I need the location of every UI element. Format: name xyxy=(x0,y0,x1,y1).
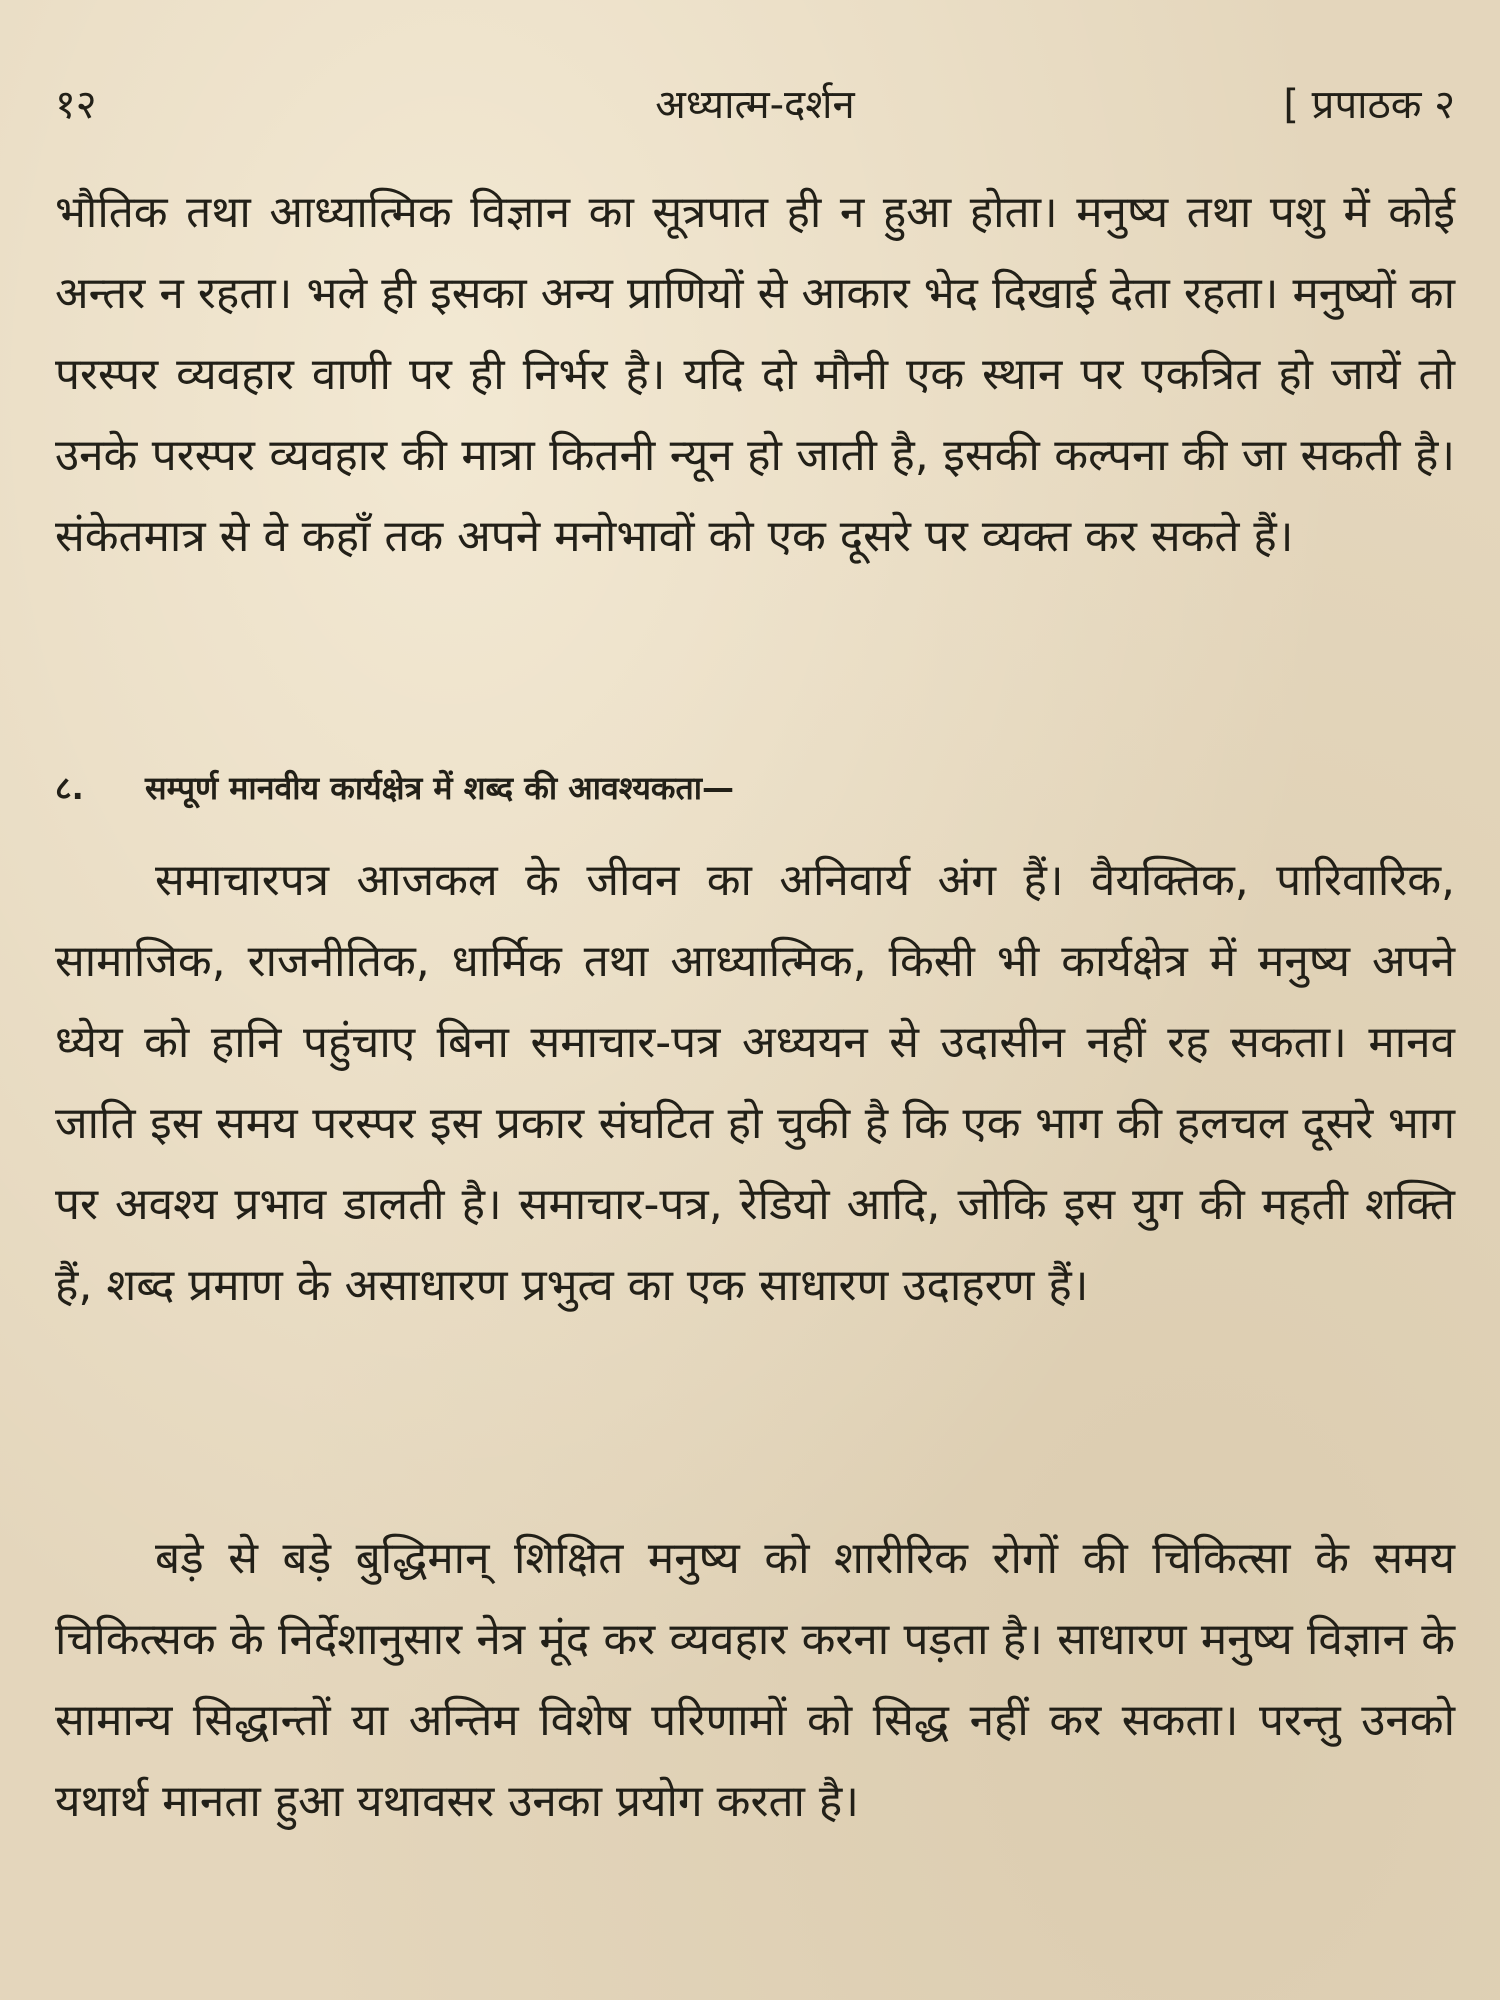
chapter-label: [ प्रपाठक २ xyxy=(1283,82,1455,128)
paragraph-newspapers: समाचारपत्र आजकल के जीवन का अनिवार्य अंग हैं। वैयक्तिक, पारिवारिक, सामाजिक, राजनीतिक, धार्मिक तथा आध्यात्मिक, किसी भी कार्यक्षेत्र में मनुष्य अपने ध्येय को हानि पहुंचाए बिना समाचार-पत्र अध्ययन से उदासीन नहीं रह सकता। मानव जाति इस समय परस्पर इस प्रकार संघटित हो चुकी है कि एक भाग की हलचल दूसरे भाग पर अवश्य प्रभाव डालती है। समाचार-पत्र, रेडियो आदि, जोकि इस युग की महती शक्ति हैं, शब्द प्रमाण के असाधारण प्रभुत्व का एक साधारण उदाहरण हैं। xyxy=(55,855,1455,1311)
paragraph-wise-men: बड़े से बड़े बुद्धिमान् शिक्षित मनुष्य को शारीरिक रोगों की चिकित्सा के समय चिकित्सक के निर्देशानुसार नेत्र मूंद कर व्यवहार करना पड़ता है। साधारण मनुष्य विज्ञान के सामान्य सिद्धान्तों या अन्तिम विशेष परिणामों को सिद्ध नहीं कर सकता। परन्तु उनको यथार्थ मानता हुआ यथावसर उनका प्रयोग करता है। xyxy=(55,1533,1455,1827)
paragraph-continuation: भौतिक तथा आध्यात्मिक विज्ञान का सूत्रपात ही न हुआ होता। मनुष्य तथा पशु में कोई अन्तर न रहता। भले ही इसका अन्य प्राणियों से आकार भेद दिखाई देता रहता। मनुष्यों का परस्पर व्यवहार वाणी पर ही निर्भर है। यदि दो मौनी एक स्थान पर एकत्रित हो जायें तो उनके परस्पर व्यवहार की मात्रा कितनी न्यून हो जाती है, इसकी कल्पना की जा सकती है। संकेतमात्र से वे कहाँ तक अपने मनोभावों को एक दूसरे पर व्यक्त कर सकते हैं। xyxy=(55,187,1455,562)
running-title: अध्यात्म-दर्शन xyxy=(655,82,855,128)
page-number: १२ xyxy=(55,82,97,128)
section-number: ८. xyxy=(55,769,84,807)
section-heading xyxy=(55,758,1455,818)
section-title: सम्पूर्ण मानवीय कार्यक्षेत्र में शब्द की आवश्यकता— xyxy=(145,769,735,807)
page-header xyxy=(55,75,1455,135)
